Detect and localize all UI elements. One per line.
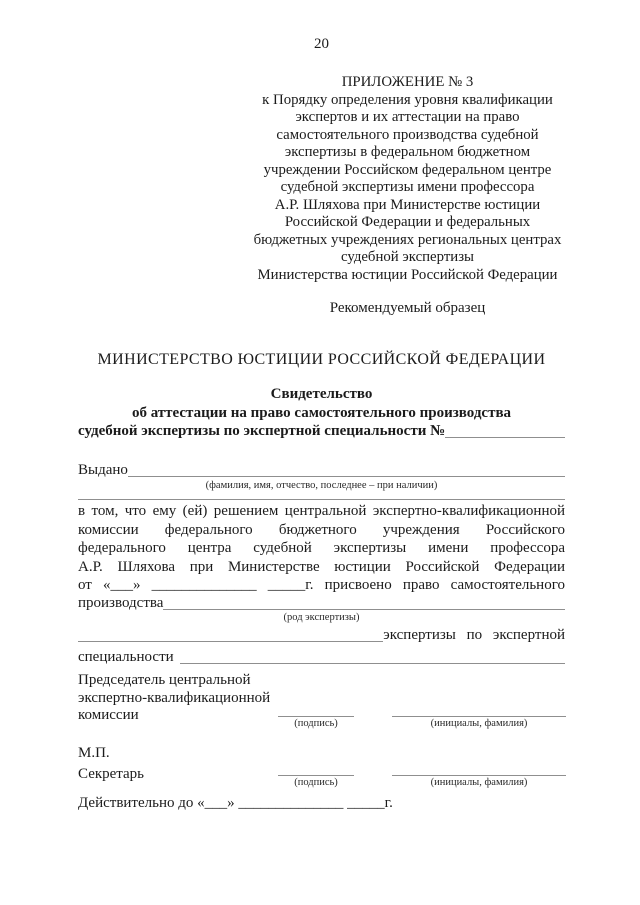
- expertise-suffix: экспертизы по экспертной: [383, 627, 565, 643]
- appendix-line: к Порядку определения уровня квалификации: [262, 91, 553, 108]
- signature-field: [278, 716, 354, 730]
- chairman-title-line: Председатель центральной: [78, 672, 251, 688]
- name-blank: [78, 499, 565, 500]
- specialty-number-label: судебной экспертизы по экспертной специальности №: [78, 423, 446, 439]
- secretary-title: Секретарь: [78, 766, 145, 782]
- chairman-title-line: экспертно-квалификационной: [78, 689, 271, 706]
- page-number: 20: [314, 36, 329, 52]
- issued-row: [78, 461, 565, 479]
- appendix-line: самостоятельного производства судебной: [276, 126, 539, 143]
- issued-name-blank: [128, 476, 565, 477]
- appendix-line: учреждении Российском федеральном центре: [263, 161, 552, 178]
- ministry-title: МИНИСТЕРСТВО ЮСТИЦИИ РОССИЙСКОЙ ФЕДЕРАЦИИ: [97, 351, 546, 368]
- paragraph-line: А.Р. Шляхова при Министерстве юстиции Российской Федерации: [78, 558, 565, 575]
- name-field: [392, 716, 566, 730]
- appendix-line: бюджетных учреждениях региональных центрах: [253, 231, 562, 248]
- validity-line: Действительно до «___» ______________ _____г.: [78, 795, 393, 811]
- issued-label: Выдано: [78, 462, 128, 478]
- paragraph-line: от «___» ______________ _____г. присвоено право самостоятельного: [78, 577, 565, 593]
- chairman-title-line: комиссии: [78, 707, 139, 723]
- appendix-line: А.Р. Шляхова при Министерстве юстиции: [274, 196, 541, 213]
- expertise-row: [78, 626, 565, 644]
- paragraph-line: в том, что ему (ей) решением центральной экспертно-квалификационной: [78, 503, 565, 519]
- stamp-label: М.П.: [78, 745, 110, 761]
- appendix-line: судебной экспертизы: [341, 249, 474, 265]
- certificate-title-line: Свидетельство: [270, 386, 373, 402]
- expertise-type-caption: (род экспертизы): [283, 612, 360, 623]
- expertise-blank: [78, 641, 383, 642]
- signature-caption: (подпись): [294, 777, 338, 788]
- certificate-title-line: об аттестации на право самостоятельного производства: [131, 404, 512, 421]
- issued-name-blank-line2: [78, 492, 565, 502]
- paragraph-line: комиссии федерального бюджетного учреждения Российского: [78, 521, 565, 538]
- appendix-line: экспертов и их аттестации на право: [295, 109, 520, 125]
- name-field: [392, 775, 566, 789]
- expertise-type-blank: [163, 609, 565, 610]
- paragraph-line: федерального центра судебной экспертизы имени профессора: [78, 540, 565, 556]
- attestation-paragraph: [78, 502, 565, 612]
- production-row: [78, 594, 565, 612]
- specialty-blank: [180, 663, 565, 664]
- certificate-title: [78, 385, 565, 440]
- name-caption: (инициалы, фамилия): [430, 777, 528, 788]
- specialty-row: [78, 648, 565, 666]
- chairman-signature-row: [78, 672, 565, 730]
- appendix-heading: [250, 74, 565, 284]
- appendix-line: Министерства юстиции Российской Федерации: [257, 266, 558, 283]
- specialty-number-blank: [445, 437, 565, 438]
- name-caption: (инициалы, фамилия): [430, 718, 528, 729]
- issued-name-caption: (фамилия, имя, отчество, последнее – при наличии): [205, 480, 438, 491]
- production-label: производства: [78, 595, 164, 611]
- appendix-line: Российской Федерации и федеральных: [284, 214, 531, 230]
- secretary-signature-row: [78, 766, 565, 789]
- appendix-line: экспертизы в федеральном бюджетном: [284, 144, 531, 160]
- recommended-sample-note: Рекомендуемый образец: [329, 300, 486, 316]
- specialty-label: специальности: [78, 649, 174, 665]
- signature-caption: (подпись): [294, 718, 338, 729]
- certificate-title-line: [78, 422, 565, 440]
- appendix-line: ПРИЛОЖЕНИЕ № 3: [341, 74, 474, 90]
- appendix-line: судебной экспертизы имени профессора: [280, 179, 535, 195]
- signature-field: [278, 775, 354, 789]
